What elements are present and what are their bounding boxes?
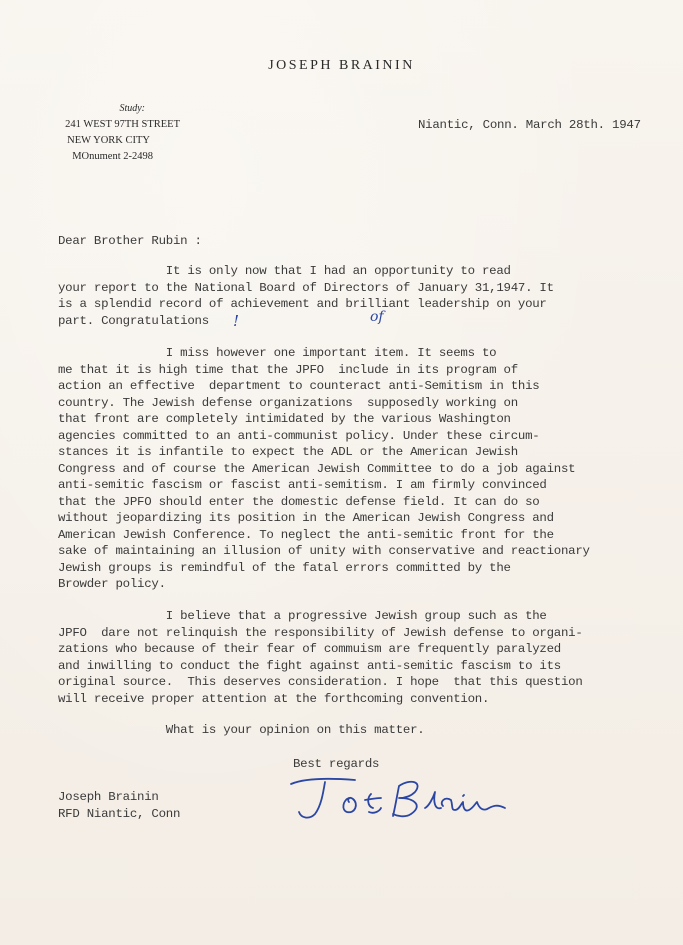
letterhead-name: JOSEPH BRAININ (268, 58, 415, 73)
address-street: 241 WEST 97TH STREET (65, 119, 180, 130)
study-label: Study: (119, 103, 145, 114)
signature-scribble (285, 768, 525, 828)
paragraph-2: I miss however one important item. It seems to me that it is high time that the JPFO include in its program of action an effective department to counteract anti-Semitism in this country. The Jewish defense organizations supposedly working on that front are completely intimidated by the various Washington agencies committed to an anti-communist policy. Under these circum- stances it is infantile to expect the ADL or the American Jewish Congress and of course the American Jewish Committee to do a job against anti-semitic fascism or fascist anti-semitism. I am firmly convinced that the JPFO should enter the domestic defense field. It can do so without jeopardizing its position in the American Jewish Congress and American Jewish Conference. To neglect the anti-semitic front for the sake of maintaining an illusion of unity with conservative and reactionary Jewish groups is remindful of the fatal errors committed by the Browder policy. (58, 346, 590, 591)
letterhead-address (30, 101, 205, 165)
salutation: Dear Brother Rubin : (58, 234, 202, 248)
paragraph-3: I believe that a progressive Jewish group such as the JPFO dare not relinquish the responsibility of Jewish defense to organi- zations who because of their fear of commuism are frequently paralyzed and inwilling to conduct the fight against anti-semitic fascism to its original source. This deserves consideration. I hope that this question will receive proper attention at the forthcoming convention. (58, 609, 583, 706)
dateline: Niantic, Conn. March 28th. 1947 (418, 118, 641, 132)
paragraph-1: It is only now that I had an opportunity to read your report to the National Board of Directors of January 31,1947. It is a splendid record of achievement and brilliant leadership on your part. Congratulations (58, 264, 554, 328)
address-city: NEW YORK CITY (67, 135, 150, 146)
handwritten-signature (285, 768, 525, 833)
handwritten-insert-mark: of (370, 309, 384, 325)
typed-signature: Joseph Brainin RFD Niantic, Conn (58, 790, 181, 821)
address-phone: MOnument 2-2498 (72, 151, 153, 162)
closing: Best regards (293, 757, 380, 771)
paragraph-4: What is your opinion on this matter. (58, 723, 425, 737)
handwritten-exclamation: ! (233, 312, 240, 330)
